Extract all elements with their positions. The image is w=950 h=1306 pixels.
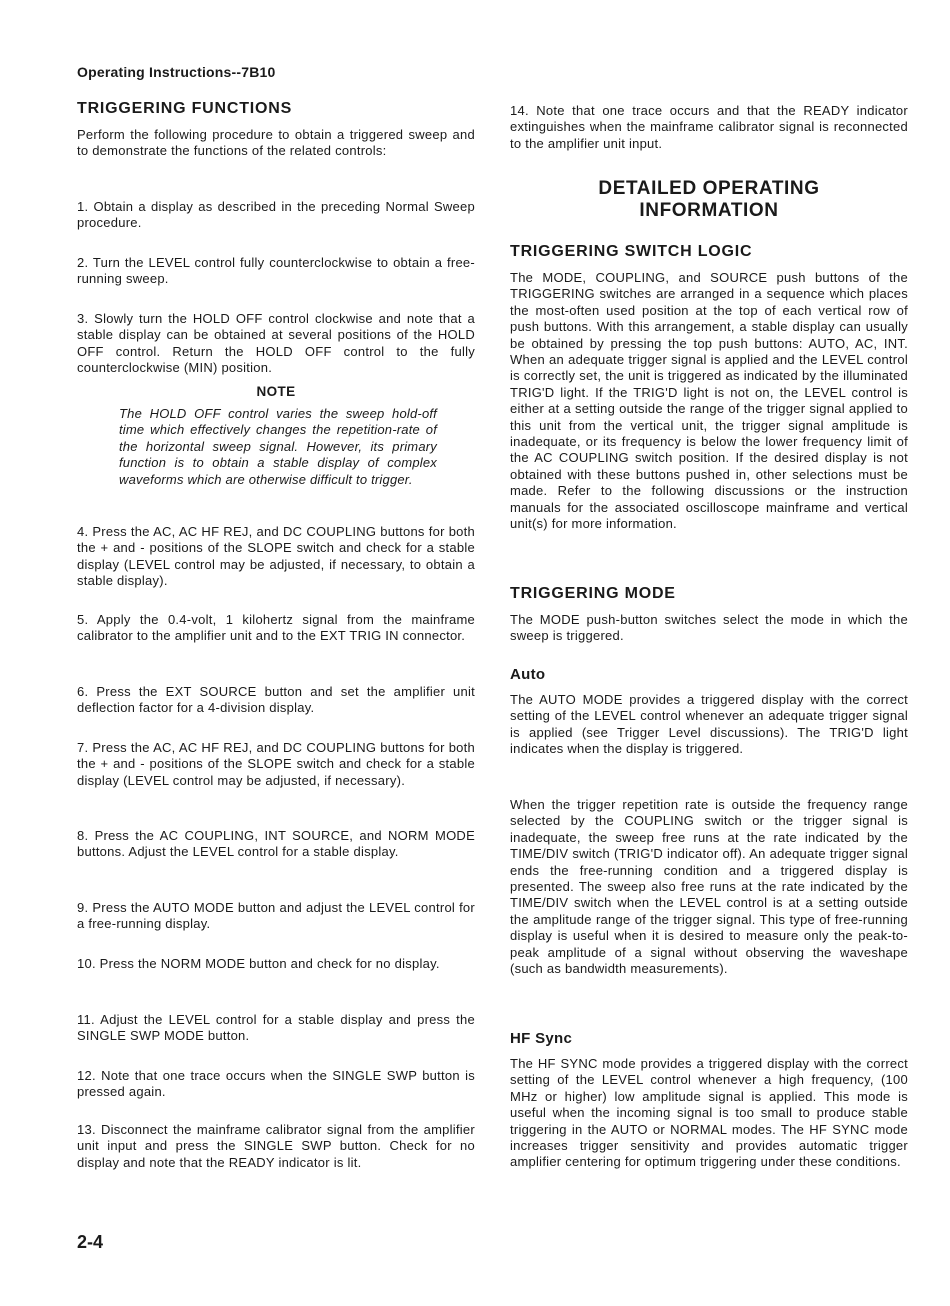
page-number: 2-4 (77, 1232, 104, 1252)
main-heading-line-2: INFORMATION (639, 200, 779, 221)
main-heading (510, 178, 908, 222)
step-5: 5. Apply the 0.4-volt, 1 kilohertz signal from the mainframe calibrator to the amplifier unit and to the EXT TRIG IN connector. (77, 612, 475, 644)
section-heading-switch-logic: TRIGGERING SWITCH LOGIC (510, 243, 753, 260)
switch-logic-paragraph: The MODE, COUPLING, and SOURCE push buttons of the TRIGGERING switches are arranged in a sequence which places the most-often used position at the top of each vertical row of push buttons. With this arrangement, a stable display can usually be obtained by pressing the top push buttons: AUTO, AC, INT. When an adequate trigger signal is applied and the LEVEL control is correctly set, the unit is triggered as indicated by the illuminated TRIG'D light. If the TRIG'D light is not on, the LEVEL control is either at a setting outside the range of the trigger signal applied to this unit from the vertical unit, the trigger signal amplitude is inadequate, or its frequency is below the lower frequency limit of the AC COUPLING switch position. If the desired display is not obtained with these buttons pushed in, other selections must be made. Refer to the following discussions or the instruction manuals for the associated oscilloscope mainframe and vertical unit(s) for more information. (510, 270, 908, 532)
note-label: NOTE (256, 384, 296, 399)
step-6: 6. Press the EXT SOURCE button and set the amplifier unit deflection factor for a 4-division display. (77, 684, 475, 716)
step-8: 8. Press the AC COUPLING, INT SOURCE, and NORM MODE buttons. Adjust the LEVEL control for a stable display. (77, 828, 475, 860)
step-10: 10. Press the NORM MODE button and check for no display. (77, 956, 440, 971)
step-4: 4. Press the AC, AC HF REJ, and DC COUPLING buttons for both the + and - positions of the SLOPE switch and check for a stable display (LEVEL control may be adjusted, if necessary, to obtain a stable display). (77, 524, 475, 589)
step-11: 11. Adjust the LEVEL control for a stable display and press the SINGLE SWP MODE button. (77, 1012, 475, 1044)
step-7: 7. Press the AC, AC HF REJ, and DC COUPLING buttons for both the + and - positions of the SLOPE switch and check for a stable display (LEVEL control may be adjusted, if necessary). (77, 740, 475, 788)
section-heading-triggering-mode: TRIGGERING MODE (510, 585, 676, 602)
main-heading-line-1: DETAILED OPERATING (598, 178, 820, 199)
auto-paragraph-1: The AUTO MODE provides a triggered display with the correct setting of the LEVEL control whenever an adequate trigger signal is applied (see Trigger Level discussions). The TRIG'D light indicates when the display is triggered. (510, 692, 908, 757)
step-14: 14. Note that one trace occurs and that the READY indicator extinguishes when the mainframe calibrator signal is reconnected to the amplifier unit input. (510, 103, 908, 151)
step-3: 3. Slowly turn the HOLD OFF control clockwise and note that a stable display can be obtained at several positions of the HOLD OFF control. Return the HOLD OFF control to the fully counterclockwise (MIN) position. (77, 311, 475, 376)
note-body: The HOLD OFF control varies the sweep hold-off time which effectively changes the repetition-rate of the horizontal sweep signal. However, its primary function is to obtain a stable display of complex waveforms which are otherwise difficult to trigger. (119, 406, 437, 487)
auto-paragraph-2: When the trigger repetition rate is outside the frequency range selected by the COUPLING switch or the trigger signal is inadequate, the sweep free runs at the rate indicated by the TIME/DIV switch (TRIG'D indicator off). An adequate trigger signal ends the free-running condition and a triggered display is presented. The sweep also free runs at the rate indicated by the TIME/DIV switch when the LEVEL control is at a setting outside the amplitude range of the trigger signal. This type of free-running display is useful when it is desired to measure only the peak-to-peak amplitude of a signal without observing the waveshape (such as bandwidth measurements). (510, 797, 908, 977)
hf-sync-paragraph: The HF SYNC mode provides a triggered display with the correct setting of the LEVEL control whenever a high frequency, (100 MHz or higher) low amplitude signal is applied. This mode is useful when the incoming signal is too small to produce stable triggering in the AUTO or NORMAL modes. The HF SYNC mode increases trigger sensitivity and provides automatic trigger amplifier centering for optimum triggering under these conditions. (510, 1056, 908, 1170)
step-12: 12. Note that one trace occurs when the SINGLE SWP button is pressed again. (77, 1068, 475, 1100)
section-heading-triggering-functions: TRIGGERING FUNCTIONS (77, 100, 293, 117)
running-header: Operating Instructions--7B10 (77, 64, 276, 80)
step-1: 1. Obtain a display as described in the preceding Normal Sweep procedure. (77, 199, 475, 231)
subheading-auto: Auto (510, 666, 546, 683)
step-9: 9. Press the AUTO MODE button and adjust the LEVEL control for a free-running display. (77, 900, 475, 932)
step-13: 13. Disconnect the mainframe calibrator signal from the amplifier unit input and press the SINGLE SWP button. Check for no display and note that the READY indicator is lit. (77, 1122, 475, 1170)
mode-paragraph: The MODE push-button switches select the mode in which the sweep is triggered. (510, 612, 908, 644)
intro-paragraph: Perform the following procedure to obtain a triggered sweep and to demonstrate the functions of the related controls: (77, 127, 475, 159)
step-2: 2. Turn the LEVEL control fully counterclockwise to obtain a free-running sweep. (77, 255, 475, 287)
subheading-hf-sync: HF Sync (510, 1030, 573, 1047)
